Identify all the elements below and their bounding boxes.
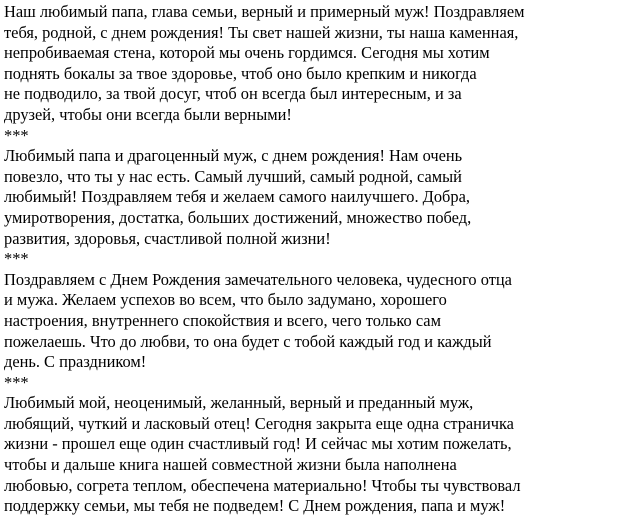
separator-3: *** xyxy=(4,372,29,392)
paragraph-line: Наш любимый папа, глава семьи, верный и примерный муж! Поздравляем xyxy=(4,2,525,21)
paragraph-line: поднять бокалы за твое здоровье, чтоб оно было крепким и никогда xyxy=(4,63,477,83)
paragraph-3 xyxy=(4,270,615,373)
paragraph-line: непробиваемая стена, которой мы очень гордимся. Сегодня мы хотим xyxy=(4,43,490,63)
paragraph-line: Любимый мой, неоценимый, желанный, верный и преданный муж, xyxy=(4,393,474,413)
paragraph-line: день. С праздником! xyxy=(4,352,147,372)
paragraph-line: Поздравляем с Днем Рождения замечательного человека, чудесного отца xyxy=(4,269,512,289)
paragraph-2 xyxy=(4,146,615,249)
paragraph-line: жизни - прошел еще один счастливый год! И сейчас мы хотим пожелать, xyxy=(4,434,512,454)
paragraph-line: повезло, что ты у нас есть. Самый лучший, самый родной, самый xyxy=(4,166,462,186)
paragraph-line: любящий, чуткий и ласковый отец! Сегодня закрыта еще одна страничка xyxy=(4,413,514,433)
paragraph-line: настроения, внутреннего спокойствия и всего, чего только сам xyxy=(4,310,441,330)
paragraph-line: не подводило, за твой досуг, чтоб он всегда был интересным, и за xyxy=(4,84,462,104)
paragraph-line: поддержку семьи, мы тебя не подведем! С Днем рождения, папа и муж! xyxy=(4,496,506,516)
paragraph-line: развития, здоровья, счастливой полной жизни! xyxy=(4,228,331,248)
separator-1: *** xyxy=(4,125,29,145)
paragraph-line: и мужа. Желаем успехов во всем, что было задумано, хорошего xyxy=(4,290,447,310)
paragraph-line: чтобы и дальше книга нашей совместной жизни была наполнена xyxy=(4,455,457,475)
paragraph-4 xyxy=(4,393,615,517)
separator-2: *** xyxy=(4,249,29,269)
paragraph-line: тебя, родной, с днем рождения! Ты свет нашей жизни, ты наша каменная, xyxy=(4,22,519,42)
paragraph-line: умиротворения, достатка, больших достижений, множество побед, xyxy=(4,207,472,227)
paragraph-line: любовью, согрета теплом, обеспечена материально! Чтобы ты чувствовал xyxy=(4,475,521,495)
paragraph-line: пожелаешь. Что до любви, то она будет с тобой каждый год и каждый xyxy=(4,331,492,351)
paragraph-line: друзей, чтобы они всегда были верными! xyxy=(4,104,292,124)
paragraph-line: любимый! Поздравляем тебя и желаем самого наилучшего. Добра, xyxy=(4,187,470,207)
paragraph-line: Любимый папа и драгоценный муж, с днем рождения! Нам очень xyxy=(4,146,463,166)
paragraph-1 xyxy=(4,2,615,126)
